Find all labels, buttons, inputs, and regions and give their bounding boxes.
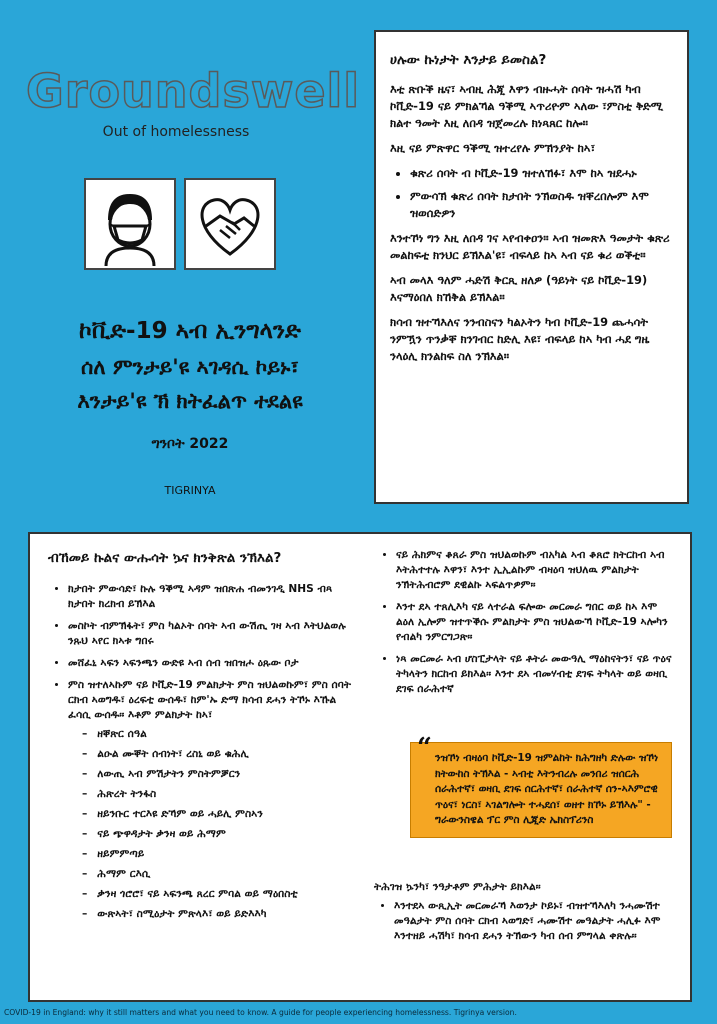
after-quote-line: ትሕገዝ ኴንካ፣ ንዓታቶም ምሕታት ይክእል። bbox=[374, 881, 541, 893]
quote-mark-icon: “ bbox=[417, 733, 432, 763]
symptom-item: – ውጽኣት፣ ስሚዕታት ምጽላእ፣ ወይ ይድእእካ bbox=[82, 907, 360, 922]
symptom-item: – ዘይምምጣይ bbox=[82, 847, 360, 862]
symptom-item: – ልዑል ሙቐት ሰብነት፣ ረስኒ ወይ ቁሕሊ bbox=[82, 747, 360, 762]
list-item: • ክታበት ምውሳድ፣ ኩሉ ዓቕሚ ኣዳም ዝበጽሐ ብመንገዲ NHS ብጻ ክታበት ክረክብ ይኽእል bbox=[68, 582, 360, 612]
list-item bbox=[68, 678, 360, 922]
groundswell-logo: Groundswell bbox=[26, 64, 361, 118]
list-item: • ምውሳኽ ቁጽሪ ሰባት ክታበት ንኽወስዱ ዝቐረበሎም እሞ ዝወሰድዎን bbox=[410, 188, 673, 222]
cover-subtitle-line-1: ሰለ ምንታይ'ዩ ኣገዳሲ ኮይኑ፣ bbox=[81, 355, 299, 379]
footer-caption: COVID-19 in England: why it still matters and what you need to know. A guide for people experiencing homelessness. Tigrinya version. bbox=[4, 1008, 517, 1017]
after-quote-text bbox=[374, 880, 674, 951]
symptom-item: – ቃንዛ ጎሮሮ፣ ናይ ኣፍንጫ ጸረር ምባል ወይ ማዕበስቲ bbox=[82, 887, 360, 902]
symptom-item: – ሕማም ርእሲ bbox=[82, 867, 360, 882]
symptom-item: – ዘይንቡር ተርእዩ ድኻም ወይ ሓይሊ ምስኣን bbox=[82, 807, 360, 822]
paragraph: ክሳብ ዝተኻእለና ንንብስናን ካልኦትን ካብ ኮቪድ-19 ጨሓሳት ንምዃን ጥንቃቐ ክንገብር ከድሊ እዩ፣ ብፍላይ ከኣ ካብ ሓደ ግዜ ንላዕሊ ክንልከፍ ስለ ንኽእል። bbox=[390, 315, 650, 363]
masked-person-icon bbox=[84, 178, 176, 270]
cover-subtitle-line-2: እንታይ'ዩ ኽ ክትፈልጥ ተደልዩ bbox=[77, 389, 303, 413]
symptom-item: – ሕጽረት ትንፋስ bbox=[82, 787, 360, 802]
symptoms-list bbox=[68, 727, 360, 922]
symptom-item: – ናይ ጭዋዳታት ቃንዛ ወይ ሕማም bbox=[82, 827, 360, 842]
symptom-item: – ለውጢ ኣብ ምሽታትን ምስትምቓርን bbox=[82, 767, 360, 782]
list-item: • መሸፈኒ ኣፍን ኣፍንጫን ውድዩ ኣብ ሰብ ዝበዝሖ ዕጹው ቦታ bbox=[68, 656, 360, 671]
heart-handshake-icon bbox=[184, 178, 276, 270]
quote-callout bbox=[410, 733, 672, 838]
quote-text: ንዝኾነ ብዛዕባ ኮቪድ-19 ዝምልከት ክሕግዘካ ድሉው ዝኾነ ክትውከስ ትኽእል - ኣብቲ እትንብረሉ መንበሪ ዝሰርሕ ሰራሕተኛ፣ ወዛቢ ደገፍ ሰርሕተኛ፣ ሰራሕተኛ ሰን-ኣእምሮዊ ጥዕና፣ ነርስ፣ ኣገልግሎት ተሓደሰ፣ ወዘተ ክኾኑ ይኽእሉ" - ግራውንስዌል ፕር ምስ ሊጂድ ኤክስፕሪንስ bbox=[435, 752, 659, 826]
safety-list bbox=[48, 582, 360, 922]
paragraph: እንተኾነ ግን እዚ ለበዳ ገና ኣየብቀዐን። ኣብ ዝመጽእ ዓመታት ቁጽሪ መልከፍቲ ክንህር ይኽእል'ዩ፣ ብፍላይ ከኣ ኣብ ናይ ቁሪ ወቕቲ። bbox=[390, 231, 670, 262]
cover-language: TIGRINYA bbox=[164, 484, 216, 497]
list-item: • ነጻ መርመራ ኣብ ሆስፒታላት ናይ ቶትራ መውዓሊ ማዕከናትን፣ ናይ ጥዕና ትካላትን ክርከብ ይክእል። እንተ ደኣ ብመሃብቲ ደገፍ ትካላት ወይ ወዛቢ ደገፍ ሰራሕተኛ bbox=[396, 652, 676, 697]
paragraph: ኣብ መላእ ዓለም ሓድሽ ቅርጺ ዘለዎ (ዓይነት ናይ ኮቪድ-19) እናማዕበለ ክኸቅል ይኽእል። bbox=[390, 273, 648, 304]
symptom-item: – ዘቐጽር ሰዓል bbox=[82, 727, 360, 742]
staying-safe-heading: ብኸመይ ኩልና ውሑሳት ኴና ክንቅጽል ንኽእል? bbox=[48, 550, 282, 566]
list-item: • እንተ ደኣ ተጸሊእካ ናይ ላተራል ፍሎው መርመራ ግበር ወይ ከኣ እሞ ልዕለ ኢሎም ዝተጥቕሱ ምልክታት ምስ ዝህልውኻ ኮቪድ-19 ኣሎካን የብልካ ንምርግጋጽ። bbox=[396, 600, 676, 645]
reasons-list bbox=[390, 165, 673, 222]
list-item: • ቁጽሪ ሰባት ብ ኮቪድ-19 ዝተለኸፉ፣ እሞ ከኣ ዝደሓኑ bbox=[410, 165, 673, 182]
left-column bbox=[48, 548, 360, 929]
right-column bbox=[376, 548, 676, 704]
current-situation-heading: ሀሉው ኩነታት እንታይ ይመስል? bbox=[390, 52, 547, 68]
result-list bbox=[374, 899, 674, 944]
logo-tagline: Out of homelessness bbox=[102, 124, 250, 140]
cover-subtitle bbox=[20, 350, 360, 418]
cover-date: ግንቦት 2022 bbox=[151, 436, 229, 452]
testing-list bbox=[376, 548, 676, 697]
symptoms-intro: ምስ ዝተለኣኩም ናይ ኮቪድ-19 ምልክታት ምስ ዝህልወኩም፣ ምስ ሰባት ርክብ ኣወግዱ፣ ዕረፍቲ ውሰዱ፣ ከም'ኡ ድማ ክሳብ ደሓን ትኾኑ እኹል ፈሳሲ ውሰዱ። እቶም ምልክታት ከኣ፣ bbox=[68, 679, 351, 721]
cover-title: ኮቪድ-19 ኣብ ኢንግላንድ bbox=[79, 318, 301, 344]
paragraph: እቲ ጽቡቕ ዜና፣ ኣብዚ ሕጂ እዋን ብዙሓት ሰባት ዝሓሽ ካብ ኮቪድ-19 ናይ ምክልኻል ዓቕሚ ኣጥሪዮም ኣለው ፣ምስቲ ቅድሚ ክልተ ዓመት እዚ ለበዳ ዝጀመረሉ ክነጻጸር ከሎ። bbox=[390, 82, 663, 130]
list-item: • ናይ ሕክምና ቆጸራ ምስ ዝህልወኩም ብአካል ኣብ ቆጸሮ ክትርከብ ኣብ እትሕተተሉ እዋን፣ እንተ ኢኢልኩም ብዛዕባ ዝህለዉ ምልክታት ንኽትሕብሮም ደዊልኩ ኣፍልጥዎም። bbox=[396, 548, 676, 593]
paragraph: እዚ ናይ ምጽዋር ዓቕሚ ዝተረየሉ ምኽንያት ከኣ፣ bbox=[390, 141, 596, 155]
list-item: • መስኮት ብምኽፋት፣ ምስ ካልኦት ሰባት ኣብ ውሽጢ ገዛ ኣብ እትህልወሉ ንጹህ ኣየር ክኣቱ ግበሩ bbox=[68, 619, 360, 649]
list-item: • እንተደኣ ውጺኢት መርመራኻ እወንታ ኮይኑ፣ ብዝተኻእለካ ንሓሙሽተ መዓልታት ምስ ሰባት ርክብ ኣወግድ፣ ሓሙሽተ መዓልታት ሓሊፉ እሞ እንተዘይ ሓሽካ፣ ክሳብ ደሓን ትኽውን ካብ ሰብ ምግላል ቀጽሉ። bbox=[394, 899, 674, 944]
current-situation-box bbox=[374, 30, 689, 504]
